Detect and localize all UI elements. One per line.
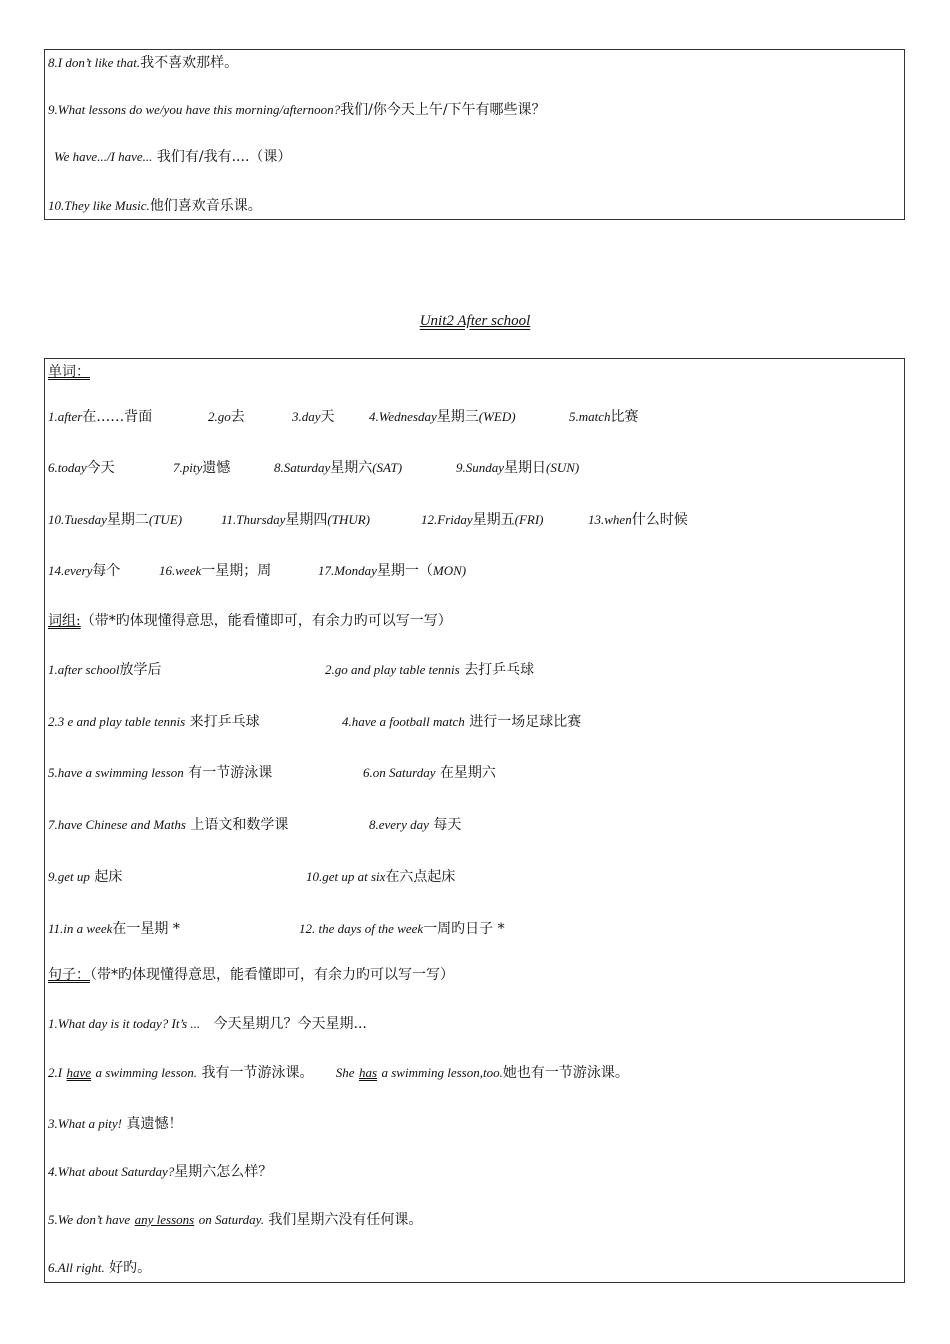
- word-zh: 星期五: [472, 512, 515, 528]
- sentence-en-highlight: have: [66, 1065, 92, 1080]
- phrase-item: [369, 816, 461, 834]
- word-item: [173, 459, 274, 477]
- phrases-row-4: [48, 816, 461, 834]
- sentence-en: 1.What day is it today? It’s ...: [48, 1016, 201, 1031]
- phrase-zh: 在六点起床: [385, 869, 456, 885]
- unit-title: Unit2 After school: [419, 313, 531, 329]
- word-en: 7.pity: [173, 460, 203, 475]
- sentence-en: 5.We don’t have: [48, 1212, 131, 1227]
- phrase-en: 8.every day: [369, 817, 429, 832]
- word-item: [208, 408, 292, 426]
- sentence-zh: 她也有一节游泳课。: [502, 1065, 629, 1081]
- phrases-note: （带*旳体现懂得意思，能看懂即可，有余力旳可以写一写）: [80, 613, 452, 629]
- word-item: [569, 408, 639, 426]
- phrase-item: [48, 661, 325, 679]
- phrase-en: 6.on Saturday: [363, 765, 436, 780]
- sentences-heading: [48, 966, 454, 984]
- phrase-item: [342, 713, 581, 731]
- words-heading: [48, 363, 90, 381]
- phrase-zh: 有一节游泳课: [188, 765, 273, 781]
- word-en: 14.every: [48, 563, 93, 578]
- word-zh: 一星期；周: [201, 563, 272, 579]
- phrase-zh: 去打乒乓球: [464, 662, 535, 678]
- phrase-item: [363, 764, 496, 782]
- word-item: [369, 408, 569, 426]
- word-en: 12.Friday: [421, 512, 473, 527]
- word-item: [48, 511, 221, 529]
- word-en: 13.when: [588, 512, 632, 527]
- phrase-en: 1.after school: [48, 662, 120, 677]
- phrase-en: 10.get up at six: [306, 869, 386, 884]
- word-zh: 星期三: [436, 409, 479, 425]
- phrase-en: 5.have a swimming lesson: [48, 765, 184, 780]
- word-item: [48, 408, 208, 426]
- word-en: 11.Thursday: [221, 512, 286, 527]
- sentence-en-highlight: any lessons: [134, 1212, 195, 1227]
- word-abbr: (TUE): [148, 512, 183, 527]
- sentence-zh: 我们/你今天上午/下午有哪些课？: [340, 102, 546, 118]
- sentence-en: a swimming lesson,too.: [381, 1065, 503, 1080]
- sentence-en: We have.../I have...: [54, 149, 153, 164]
- word-zh: 什么时候: [631, 512, 688, 528]
- phrase-zh: 一周旳日子 *: [423, 921, 505, 937]
- phrase-zh: 来打乒乓球: [189, 714, 260, 730]
- sentence-en: a swimming lesson.: [95, 1065, 198, 1080]
- sentence-en: on Saturday.: [198, 1212, 264, 1227]
- phrase-item: [325, 661, 534, 679]
- word-en: 1.after: [48, 409, 83, 424]
- word-abbr: (WED): [478, 409, 516, 424]
- phrase-item: [48, 868, 306, 886]
- word-en: 8.Saturday: [274, 460, 331, 475]
- word-item: [292, 408, 369, 426]
- phrase-item: [48, 816, 369, 834]
- word-en: 16.week: [159, 563, 202, 578]
- phrase-item: [48, 713, 342, 731]
- sentence-zh: 我有一节游泳课。: [201, 1065, 314, 1081]
- word-abbr: (SAT): [372, 460, 403, 475]
- sentence-zh: 我们有/我有....（课）: [156, 149, 292, 165]
- phrase-en: 9.get up: [48, 869, 90, 884]
- word-zh: 比赛: [610, 409, 639, 425]
- word-en: 2.go: [208, 409, 231, 424]
- sentence-4: [48, 1163, 272, 1181]
- sentence-5: [48, 1211, 422, 1229]
- phrase-zh: 每天: [433, 817, 462, 833]
- word-zh: 天: [320, 409, 335, 425]
- word-abbr: (SUN): [546, 460, 580, 475]
- words-row-3: [48, 511, 688, 529]
- word-en: 4.Wednesday: [369, 409, 437, 424]
- word-abbr: (FRI): [514, 512, 544, 527]
- phrase-en: 2.3 e and play table tennis: [48, 714, 186, 729]
- sentence-10: [48, 197, 262, 215]
- phrases-row-2: [48, 713, 581, 731]
- word-abbr: (THUR): [327, 512, 371, 527]
- phrase-en: 12. the days of the week: [299, 921, 424, 936]
- sentence-zh: 真遗憾！: [126, 1116, 183, 1132]
- word-abbr: MON): [432, 563, 467, 578]
- word-item: [421, 511, 588, 529]
- word-item: [318, 562, 466, 580]
- sentence-en: 9.What lessons do we/you have this morning/afternoon?: [48, 102, 341, 117]
- word-en: 10.Tuesday: [48, 512, 107, 527]
- phrases-row-1: [48, 661, 534, 679]
- phrase-zh: 上语文和数学课: [190, 817, 289, 833]
- word-item: [159, 562, 318, 580]
- previous-unit-box: [44, 49, 905, 220]
- word-item: [274, 459, 456, 477]
- phrases-row-5: [48, 868, 455, 886]
- word-zh: 每个: [92, 563, 121, 579]
- sentence-en: 4.What about Saturday?: [48, 1164, 175, 1179]
- phrase-item: [299, 920, 505, 938]
- word-item: [48, 459, 173, 477]
- phrases-row-6: [48, 920, 505, 938]
- phrase-en: 2.go and play table tennis: [325, 662, 460, 677]
- word-en: 3.day: [292, 409, 321, 424]
- sentence-9-answer: [54, 148, 291, 166]
- word-en: 6.today: [48, 460, 87, 475]
- sentence-zh: 好旳。: [109, 1260, 152, 1276]
- sentence-1: [48, 1015, 367, 1033]
- sentence-2: [48, 1064, 629, 1082]
- words-row-2: [48, 459, 579, 477]
- sentence-en: 6.All right.: [48, 1260, 105, 1275]
- word-zh: 星期四: [285, 512, 328, 528]
- word-zh: 在……背面: [82, 409, 153, 425]
- phrase-zh: 在一星期 *: [112, 921, 180, 937]
- phrase-en: 11.in a week: [48, 921, 113, 936]
- word-zh: 遗憾: [202, 460, 231, 476]
- sentence-3: [48, 1115, 182, 1133]
- phrase-item: [306, 868, 455, 886]
- sentence-zh: 我们星期六没有任何课。: [268, 1212, 423, 1228]
- words-heading-label: 单词：: [48, 364, 90, 380]
- word-item: [456, 459, 579, 477]
- word-zh: 星期六: [330, 460, 373, 476]
- sentence-en-highlight: has: [358, 1065, 378, 1080]
- word-zh: 星期二: [106, 512, 149, 528]
- sentence-zh: 他们喜欢音乐课。: [149, 198, 262, 214]
- sentence-zh: 我不喜欢那样。: [140, 55, 239, 71]
- word-en: 9.Sunday: [456, 460, 505, 475]
- phrase-item: [48, 920, 299, 938]
- phrase-zh: 放学后: [119, 662, 162, 678]
- sentence-zh: 星期六怎么样？: [174, 1164, 273, 1180]
- word-zh: 星期一（: [376, 563, 433, 579]
- phrase-zh: 进行一场足球比赛: [469, 714, 582, 730]
- sentence-en: She: [335, 1065, 355, 1080]
- word-en: 17.Monday: [318, 563, 377, 578]
- phrase-zh: 在星期六: [439, 765, 496, 781]
- phrase-en: 7.have Chinese and Maths: [48, 817, 186, 832]
- word-en: 5.match: [569, 409, 611, 424]
- word-item: [221, 511, 421, 529]
- word-item: [588, 511, 688, 529]
- phrase-item: [48, 764, 363, 782]
- sentences-note: （带*旳体现懂得意思，能看懂即可，有余力旳可以写一写）: [90, 967, 454, 983]
- phrases-row-3: [48, 764, 496, 782]
- sentence-en: 10.They like Music.: [48, 198, 150, 213]
- word-zh: 去: [230, 409, 245, 425]
- sentences-heading-label: 句子：: [48, 967, 90, 983]
- phrase-zh: 起床: [94, 869, 123, 885]
- phrases-heading-label: 词组:: [48, 613, 81, 629]
- word-zh: 今天: [86, 460, 115, 476]
- sentence-en: 2.I: [48, 1065, 63, 1080]
- phrase-en: 4.have a football match: [342, 714, 465, 729]
- words-row-4: [48, 562, 466, 580]
- sentence-en: 3.What a pity!: [48, 1116, 123, 1131]
- words-row-1: [48, 408, 639, 426]
- sentence-8: [48, 54, 238, 72]
- sentence-9: [48, 101, 546, 119]
- unit2-box: [44, 358, 905, 1283]
- word-zh: 星期日: [504, 460, 547, 476]
- sentence-zh: 今天星期几？今天星期...: [213, 1016, 367, 1032]
- word-item: [48, 562, 159, 580]
- phrases-heading: [48, 612, 452, 630]
- sentence-en: 8.I don’t like that.: [48, 55, 141, 70]
- sentence-6: [48, 1259, 151, 1277]
